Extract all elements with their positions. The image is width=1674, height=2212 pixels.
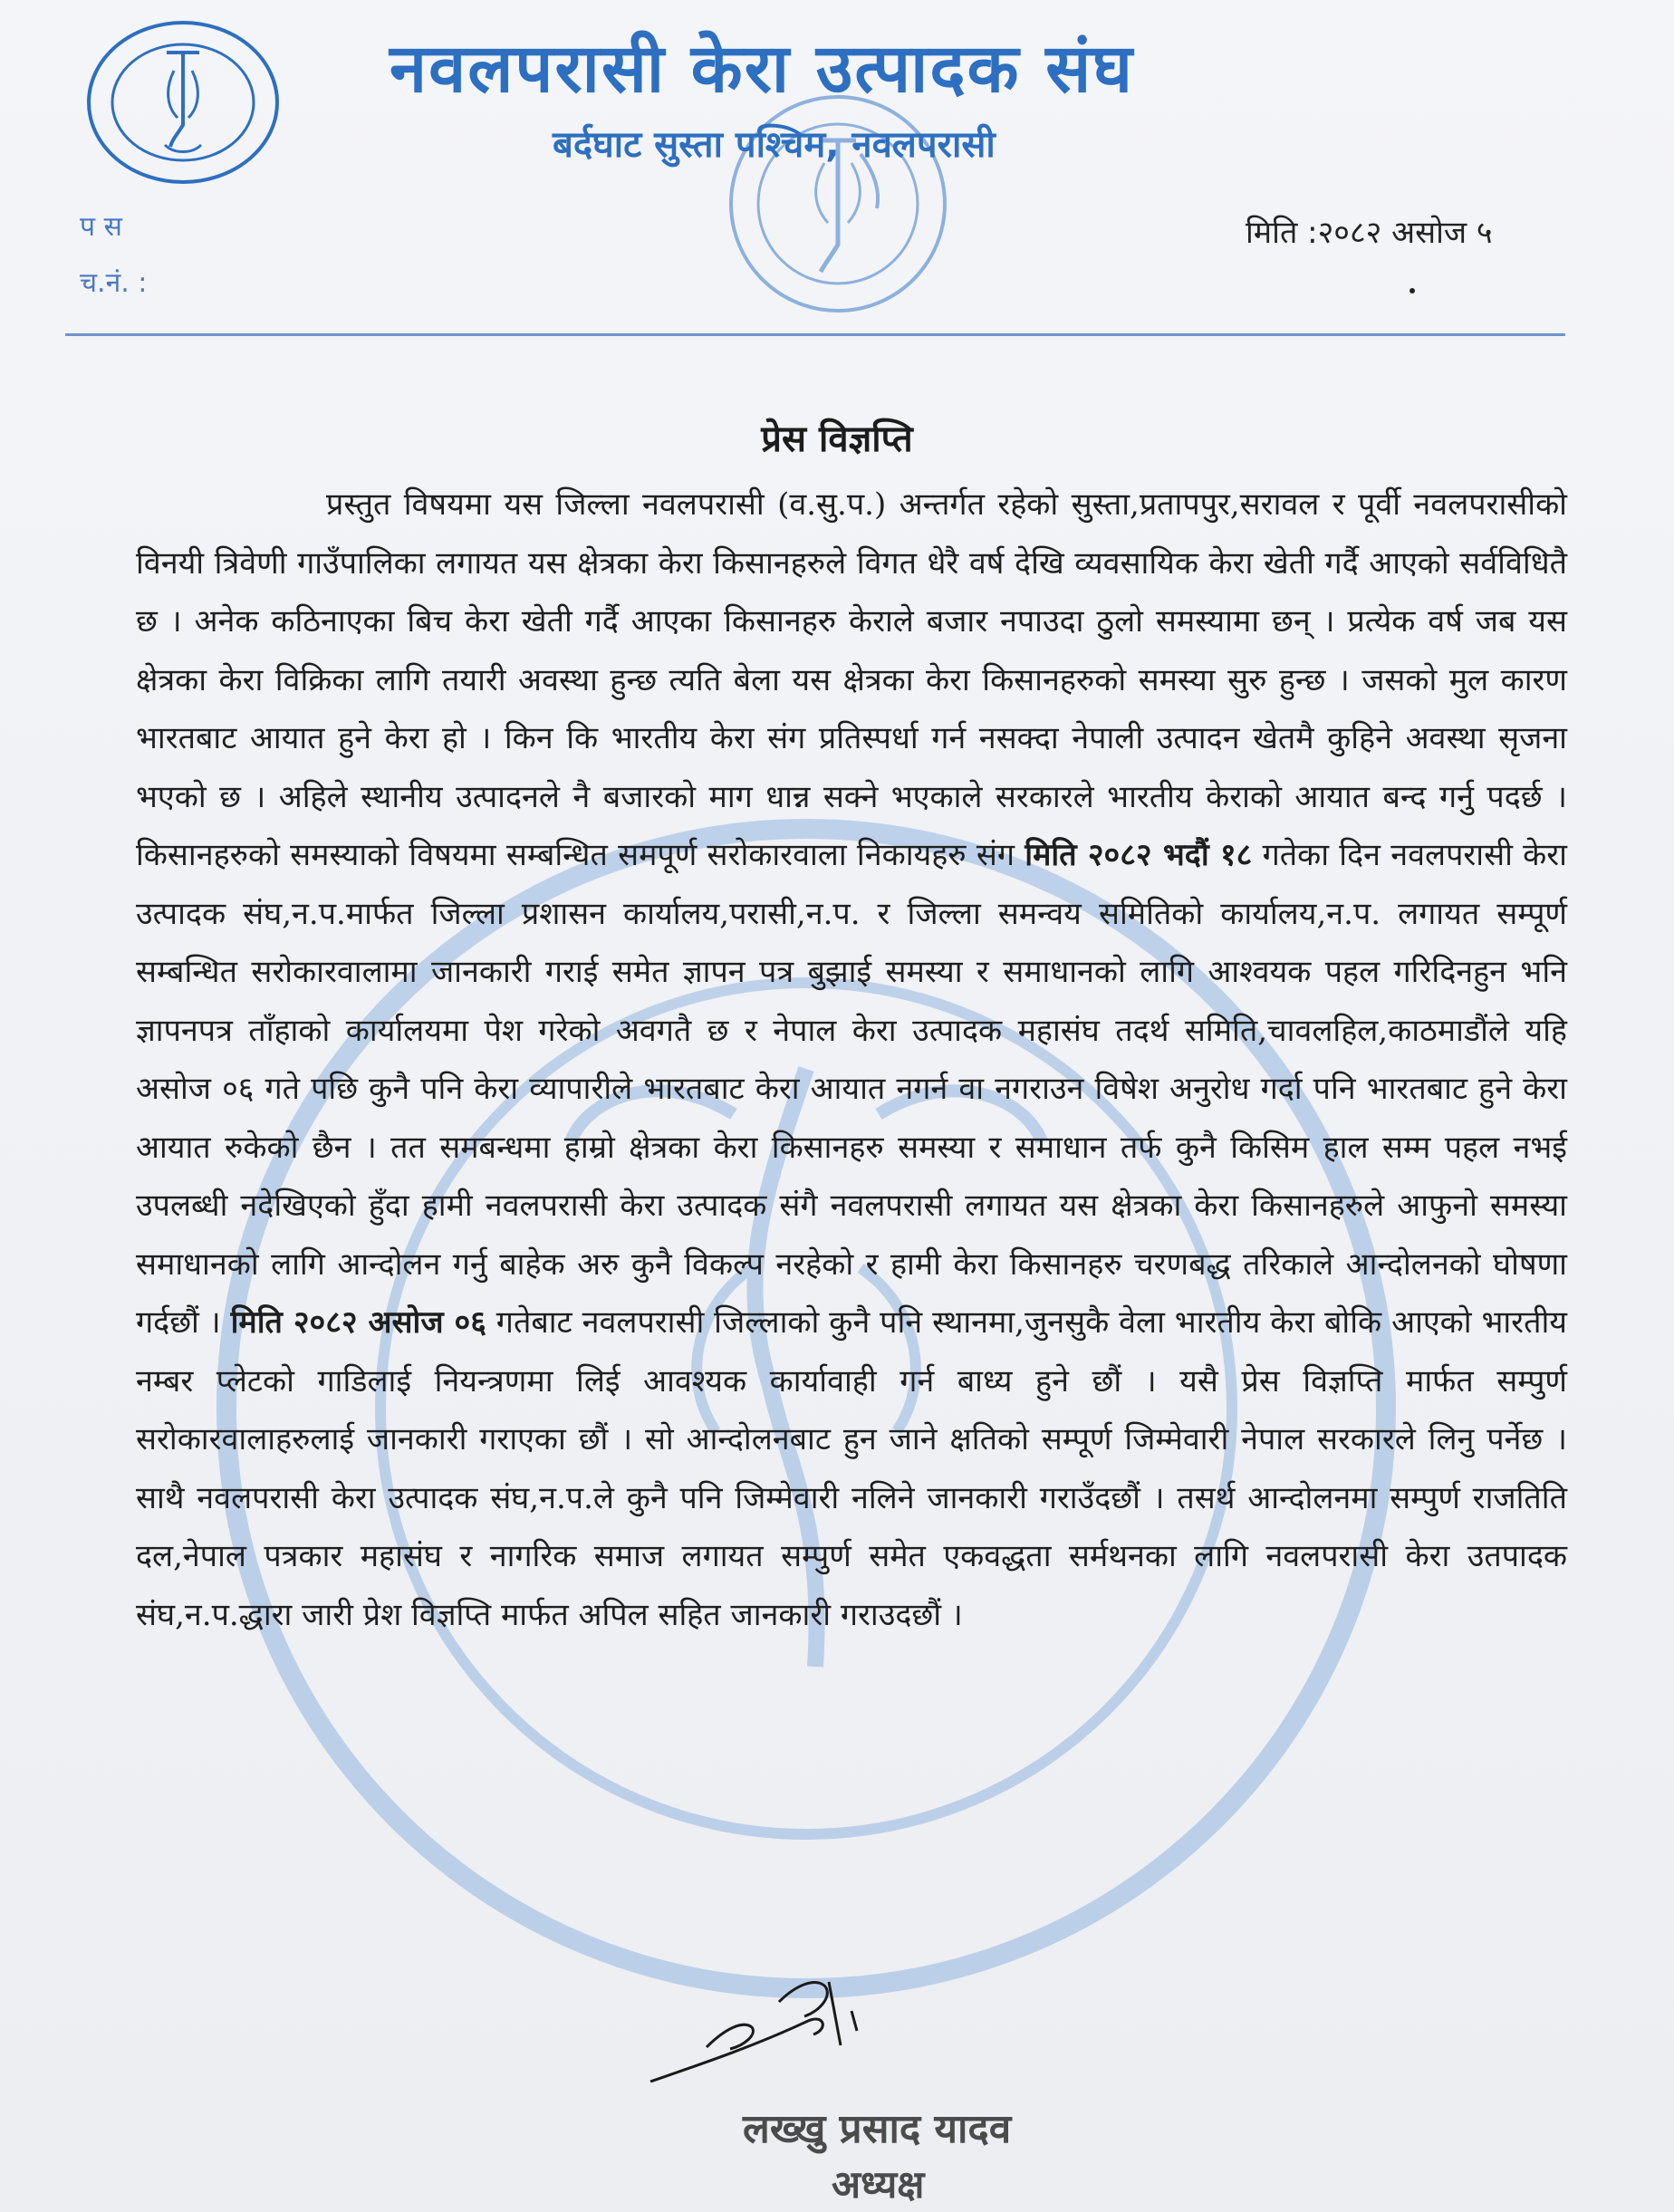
reference-ps: प स (80, 211, 122, 243)
logo-seal (83, 16, 283, 188)
body-text-part-3: गतेबाट नवलपरासी जिल्लाको कुनै पनि स्थानमा,जुनसुकै वेला भारतीय केरा बोकि आएको भारतीय नम्बर प्लेटको गाडिलाई नियन्त्रणमा लिई आवश्यक कार्यावाही गर्न बाध्य हुने छौं । यसै प्रेस विज्ञप्ति मार्फत सम्पुर्ण सरोकारवालाहरुलाई जानकारी गराएका छौं । सो आन्दोलनबाट हुन जाने क्षतिको सम्पूर्ण जिम्मेवारी नेपाल सरकारले लिनु पर्नेछ । साथै नवलपरासी केरा उत्पादक संघ,न.प.ले कुनै पनि जिम्मेवारी नलिने जानकारी गराउँदछौं । तसर्थ आन्दोलनमा सम्पुर्ण राजतिति दल,नेपाल पत्रकार महासंघ र नागरिक समाज लगायत सम्पुर्ण समेत एकवद्धता सर्मथनका लागि नवलपरासी केरा उतपादक संघ,न.प.द्धारा जारी प्रेश विज्ञप्ति मार्फत अपिल सहित जानकारी गराउदछौं । (136, 1304, 1567, 1633)
body-date-highlight-1: मिति २०८२ भदौं १८ (1025, 837, 1253, 873)
letter-date: मिति :२०८२ असोज ५ (1246, 215, 1493, 251)
notice-heading: प्रेस विज्ञप्ति (761, 418, 913, 460)
body-date-highlight-2: मिति २०८२ असोज ०६ (230, 1304, 486, 1341)
organization-name: नवलपरासी केरा उत्पादक संघ (390, 30, 1134, 108)
header-divider (65, 333, 1565, 336)
signatory-name: लख्खु प्रसाद यादव (743, 2106, 1012, 2152)
body-text-part-1: प्रस्तुत विषयमा यस जिल्ला नवलपरासी (व.सु.प.) अन्तर्गत रहेको सुस्ता,प्रतापपुर,सरावल र पूर्वी नवलपरासीको विनयी त्रिवेणी गाउँपालिका लगायत यस क्षेत्रका केरा किसानहरुले विगत धेरै वर्ष देखि व्यवसायिक केरा खेती गर्दै आएको सर्वविधितै छ । अनेक कठिनाएका बिच केरा खेती गर्दै आएका किसानहरु केराले बजार नपाउदा ठुलो समस्यामा छन् । प्रत्येक वर्ष जब यस क्षेत्रका केरा विक्रिका लागि तयारी अवस्था हुन्छ त्यति बेला यस क्षेत्रका केरा किसानहरुको समस्या सुरु हुन्छ । जसको मुल कारण भारतबाट आयात हुने केरा हो । किन कि भारतीय केरा संग प्रतिस्पर्धा गर्न नसक्दा नेपाली उत्पादन खेतमै कुहिने अवस्था सृजना भएको छ । अहिले स्थानीय उत्पादनले नै बजारको माग धान्न सक्ने भएकाले सरकारले भारतीय केराको आयात बन्द गर्नु पदर्छ । किसानहरुको समस्याको विषयमा सम्बन्धित समपूर्ण सरोकारवाला निकायहरु संग (136, 486, 1567, 873)
ink-dot (1409, 288, 1415, 293)
reference-chalani-number: च.नं. : (80, 267, 148, 299)
signature (643, 1975, 924, 2092)
body-text-part-2: गतेका दिन नवलपरासी केरा उत्पादक संघ,न.प.मार्फत जिल्ला प्रशासन कार्यालय,परासी,न.प. र जिल्ला समन्वय समितिको कार्यालय,न.प. लगायत सम्पूर्ण सम्बन्धित सरोकारवालामा जानकारी गराई समेत ज्ञापन पत्र बुझाई समस्या र समाधानको लागि आश्वयक पहल गरिदिनहुन भनि ज्ञापनपत्र ताँहाको कार्यालयमा पेश गरेको अवगतै छ र नेपाल केरा उत्पादक महासंघ तदर्थ समिति,चावलहिल,काठमाडौंले यहि असोज ०६ गते पछि कुनै पनि केरा व्यापारीले भारतबाट केरा आयात नगर्न वा नगराउन विषेश अनुरोध गर्दा पनि भारतबाट हुने केरा आयात रुकेको छैन । तत समबन्धमा हाम्रो क्षेत्रका केरा किसानहरु समस्या र समाधान तर्फ कुनै किसिम हाल सम्म पहल नभई उपलब्धी नदेखिएको हुँदा हामी नवलपरासी केरा उत्पादक संगै नवलपरासी लगायत यस क्षेत्रका केरा किसानहरुले आफुनो समस्या समाधानको लागि आन्दोलन गर्नु बाहेक अरु कुनै विकल्प नरहेको र हामी केरा किसानहरु चरणबद्ध तरिकाले आन्दोलनको घोषणा गर्दछौं । (136, 837, 1567, 1341)
signatory-title: अध्यक्ष (832, 2162, 925, 2207)
notice-body (136, 476, 1567, 1644)
organization-address: बर्दघाट सुस्ता पश्चिम, नवलपरासी (553, 124, 996, 166)
